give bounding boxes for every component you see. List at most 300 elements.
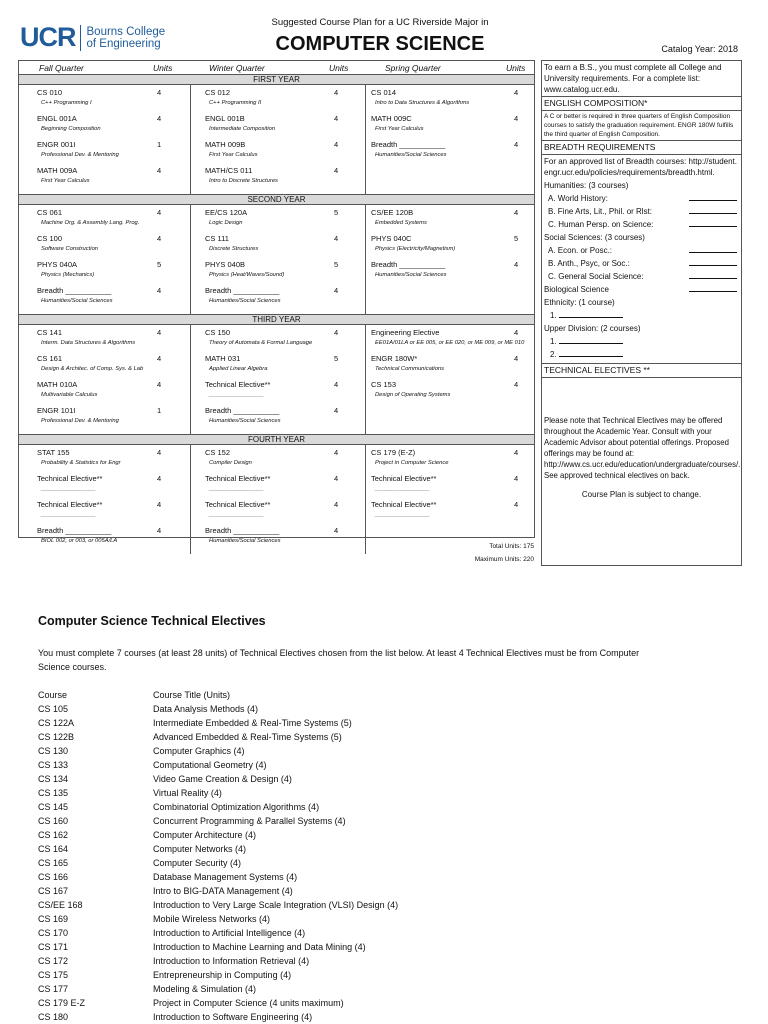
- course-units: 5: [334, 260, 339, 269]
- hum-a-label: A. World History:: [548, 194, 608, 203]
- elective-row: [38, 800, 398, 814]
- elective-course-title: Computer Graphics (4): [153, 746, 245, 756]
- course-units: 4: [334, 166, 339, 175]
- elective-course-code: CS 166: [38, 872, 69, 882]
- tech-electives-note: Please note that Technical Electives may be offered throughout the Academic Year. Consult with your Academic Advisor about potential offerings. Proposed offerings may be found at: http://www.cs.ucr.edu/education/undergraduate/courses/. See approved technical electives on back.: [544, 416, 741, 480]
- elective-course-code: CS 105: [38, 704, 69, 714]
- ethnicity-1: [542, 309, 741, 322]
- course-code: PHYS 040A: [37, 260, 78, 269]
- elective-course-title: Mobile Wireless Networks (4): [153, 914, 271, 924]
- course-code: CS 012: [205, 88, 231, 97]
- course-description: Intro to Discrete Structures: [209, 178, 278, 184]
- course-description: Technical Communications: [375, 366, 445, 372]
- course-entry: [19, 233, 190, 259]
- course-code: Breadth ___________: [205, 286, 280, 295]
- elective-course-title: Intro to BIG-DATA Management (4): [153, 886, 293, 896]
- course-entry: [19, 327, 190, 353]
- course-code: MATH 009C: [371, 114, 412, 123]
- course-units: 4: [157, 88, 162, 97]
- course-units: 4: [157, 286, 162, 295]
- elective-course-code: CS 160: [38, 816, 69, 826]
- col-fall: Fall Quarter: [39, 63, 84, 73]
- logo-divider: [80, 25, 81, 51]
- course-description: Intermediate Composition: [209, 126, 276, 132]
- elective-course-title: Introduction to Software Engineering (4): [153, 1012, 313, 1022]
- course-units: 4: [157, 448, 162, 457]
- bio-label: Biological Science: [544, 285, 609, 294]
- elective-course-title: Computer Networks (4): [153, 844, 247, 854]
- humanities-label: Humanities: (3 courses): [544, 181, 629, 190]
- course-units: 4: [334, 328, 339, 337]
- course-units: 4: [514, 500, 519, 509]
- course-description: Applied Linear Algebra: [209, 366, 268, 372]
- winter-quarter-column: [191, 205, 366, 314]
- elective-row: [38, 996, 398, 1010]
- course-entry: [19, 353, 190, 379]
- elective-course-title: Computational Geometry (4): [153, 760, 267, 770]
- requirements-sidebar: [541, 60, 742, 566]
- course-description: _________________: [209, 486, 264, 492]
- course-description: Intro to Data Structures & Algorithms: [375, 100, 470, 106]
- soc-a-label: A. Econ. or Posc.:: [548, 246, 613, 255]
- blank-line: [689, 205, 737, 214]
- plan-header-row: [19, 61, 534, 74]
- course-description: _________________: [375, 512, 430, 518]
- page-title: COMPUTER SCIENCE: [275, 33, 485, 55]
- winter-quarter-column: [191, 325, 366, 434]
- course-description: Interm. Data Structures & Algorithms: [41, 340, 136, 346]
- year-label: SECOND YEAR: [19, 194, 534, 205]
- course-code: Technical Elective**: [205, 500, 271, 509]
- course-code: Breadth ___________: [37, 286, 112, 295]
- course-code: CS 014: [371, 88, 397, 97]
- elective-row: [38, 730, 398, 744]
- course-units: 4: [334, 448, 339, 457]
- elective-row: [38, 982, 398, 996]
- year-grid: [19, 205, 534, 314]
- course-code: CS 179 (E-Z): [371, 448, 416, 457]
- elective-row: [38, 772, 398, 786]
- year-label: FOURTH YEAR: [19, 434, 534, 445]
- english-heading: ENGLISH COMPOSITION*: [542, 96, 741, 111]
- course-entry: [366, 259, 536, 285]
- course-code: MATH 031: [205, 354, 241, 363]
- course-code: Breadth ___________: [371, 260, 446, 269]
- course-units: 4: [514, 448, 519, 457]
- course-entry: [366, 379, 536, 405]
- spring-quarter-column: [366, 85, 536, 194]
- blank-line: [559, 309, 623, 318]
- course-description: Physics (Mechanics): [41, 272, 95, 278]
- course-code: PHYS 040B: [205, 260, 246, 269]
- course-description: _________________: [209, 512, 264, 518]
- elective-course-title: Concurrent Programming & Parallel Systems (4): [153, 816, 346, 826]
- humanities-a: [542, 192, 741, 205]
- course-entry: [366, 113, 536, 139]
- blank-line: [689, 283, 737, 292]
- elective-course-title: Introduction to Machine Learning and Data Mining (4): [153, 942, 366, 952]
- course-description: Humanities/Social Sciences: [209, 538, 281, 544]
- course-units: 4: [157, 380, 162, 389]
- course-description: _________________: [41, 486, 96, 492]
- course-code: ENGR 101I: [37, 406, 76, 415]
- fall-quarter-column: [19, 205, 191, 314]
- breadth-text: For an approved list of Breadth courses: http://student.engr.ucr.edu/policies/requirements/breadth.html.: [544, 157, 737, 177]
- elective-course-title: Intermediate Embedded & Real-Time Systems (5): [153, 718, 352, 728]
- course-units: 4: [157, 114, 162, 123]
- course-units: 5: [514, 234, 519, 243]
- course-code: CS 010: [37, 88, 63, 97]
- elective-row: [38, 968, 398, 982]
- tech-electives-heading: TECHNICAL ELECTIVES **: [542, 363, 741, 378]
- elective-course-title: Introduction to Very Large Scale Integration (VLSI) Design (4): [153, 900, 399, 910]
- eth-1-num: 1.: [550, 311, 557, 320]
- course-column-header: Course: [38, 690, 68, 700]
- course-entry: [191, 379, 365, 405]
- year-sections: [19, 74, 534, 554]
- elective-row: [38, 1010, 398, 1024]
- col-fall-units: Units: [153, 63, 173, 73]
- fall-quarter-column: [19, 85, 191, 194]
- elective-course-title: Modeling & Simulation (4): [153, 984, 257, 994]
- elective-course-title: Introduction to Information Retrieval (4): [153, 956, 310, 966]
- elective-row: [38, 758, 398, 772]
- course-code: Technical Elective**: [205, 380, 271, 389]
- course-code: CS 161: [37, 354, 63, 363]
- hum-b-label: B. Fine Arts, Lit., Phil. or Rlst:: [548, 207, 653, 216]
- course-code: Breadth ___________: [37, 526, 112, 535]
- elective-row: [38, 856, 398, 870]
- spring-quarter-column: [366, 325, 536, 434]
- course-description: _________________: [209, 392, 264, 398]
- course-entry: [191, 87, 365, 113]
- course-entry: [19, 207, 190, 233]
- course-description: Humanities/Social Sciences: [375, 272, 447, 278]
- course-code: Breadth ___________: [371, 140, 446, 149]
- course-entry: [19, 139, 190, 165]
- col-spring-units: Units: [506, 63, 526, 73]
- elective-course-code: CS 177: [38, 984, 69, 994]
- suggested-heading: Suggested Course Plan for a UC Riverside Major in: [271, 17, 489, 28]
- course-units: 4: [514, 474, 519, 483]
- year-label: THIRD YEAR: [19, 314, 534, 325]
- spring-quarter-column: [366, 205, 536, 314]
- social-c: [542, 270, 741, 283]
- elective-row: [38, 842, 398, 856]
- course-entry: [191, 285, 365, 311]
- course-code: Technical Elective**: [371, 474, 437, 483]
- course-entry: [366, 353, 536, 379]
- course-units: 4: [514, 88, 519, 97]
- course-entry: [191, 447, 365, 473]
- course-units: 4: [157, 500, 162, 509]
- elective-course-title: Computer Architecture (4): [153, 830, 257, 840]
- course-description: C++ Programming I: [41, 100, 92, 106]
- course-entry: [191, 525, 365, 551]
- up-1-num: 1.: [550, 337, 557, 346]
- upper-division-label: Upper Division: (2 courses): [544, 324, 641, 333]
- college-line-2: of Engineering: [86, 37, 161, 50]
- course-description: Multivariable Calculus: [41, 392, 98, 398]
- elective-row: [38, 814, 398, 828]
- course-entry: [19, 285, 190, 311]
- course-entry: [366, 473, 536, 499]
- course-units: 4: [514, 354, 519, 363]
- course-code: STAT 155: [37, 448, 70, 457]
- course-entry: [191, 165, 365, 191]
- year-grid: [19, 445, 534, 554]
- course-units: 5: [334, 208, 339, 217]
- elective-course-code: CS 180: [38, 1012, 69, 1022]
- course-description: Probability & Statistics for Engr: [41, 460, 121, 466]
- course-units: 4: [157, 328, 162, 337]
- elective-row: [38, 898, 398, 912]
- course-description: Humanities/Social Sciences: [209, 298, 281, 304]
- col-winter-units: Units: [329, 63, 349, 73]
- course-units: 4: [334, 474, 339, 483]
- elective-course-code: CS 169: [38, 914, 69, 924]
- elective-course-title: Database Management Systems (4): [153, 872, 298, 882]
- course-description: Discrete Structures: [209, 246, 259, 252]
- course-units: 4: [514, 208, 519, 217]
- course-units: 4: [334, 286, 339, 295]
- course-description: Embedded Systems: [375, 220, 427, 226]
- course-description: Humanities/Social Sciences: [375, 152, 447, 158]
- course-units: 4: [514, 114, 519, 123]
- course-entry: [191, 207, 365, 233]
- course-units: 5: [157, 260, 162, 269]
- course-description: Logic Design: [209, 220, 243, 226]
- elective-course-code: CS 133: [38, 760, 69, 770]
- catalog-year: Catalog Year: 2018: [661, 44, 738, 54]
- course-entry: [366, 207, 536, 233]
- course-code: CS 111: [205, 234, 229, 243]
- course-entry: [19, 473, 190, 499]
- course-code: Breadth ___________: [205, 526, 280, 535]
- blank-line: [689, 270, 737, 279]
- course-entry: [19, 113, 190, 139]
- blank-line: [559, 348, 623, 357]
- course-entry: [366, 87, 536, 113]
- course-entry: [366, 447, 536, 473]
- electives-intro: You must complete 7 courses (at least 28 units) of Technical Electives chosen from the list below. At least 4 Technical Electives must be from Computer Science courses.: [38, 648, 640, 672]
- course-entry: [19, 525, 190, 551]
- unit-totals: [475, 540, 534, 566]
- course-entry: [191, 353, 365, 379]
- elective-row: [38, 912, 398, 926]
- course-description: Professional Dev. & Mentoring: [41, 152, 119, 158]
- elective-rows: [38, 702, 398, 1024]
- elective-course-code: CS 135: [38, 788, 69, 798]
- col-spring: Spring Quarter: [385, 63, 441, 73]
- english-text: A C or better is required in three quarters of English Composition courses to satisfy the graduation requirement. ENGR 180W fulfills the third quarter of English Composition.: [544, 113, 734, 138]
- col-winter: Winter Quarter: [209, 63, 265, 73]
- electives-list: [38, 688, 398, 1024]
- elective-course-code: CS 134: [38, 774, 69, 784]
- course-code: MATH 009B: [205, 140, 246, 149]
- course-entry: [19, 499, 190, 525]
- course-units: 4: [157, 166, 162, 175]
- course-description: Humanities/Social Sciences: [41, 298, 113, 304]
- ucr-logo: [20, 22, 165, 53]
- elective-course-code: CS 122A: [38, 718, 75, 728]
- course-units: 4: [334, 234, 339, 243]
- elective-course-code: CS 167: [38, 886, 69, 896]
- course-units: 4: [514, 380, 519, 389]
- sidebar-intro: To earn a B.S., you must complete all College and University requirements. For a complete list: www.catalog.ucr.edu.: [544, 63, 722, 94]
- elective-course-code: CS 179 E-Z: [38, 998, 86, 1008]
- course-code: CS 100: [37, 234, 63, 243]
- max-units: Maximum Units: 220: [474, 556, 534, 563]
- logo-text: UCR: [20, 22, 76, 52]
- elective-row: [38, 786, 398, 800]
- social-a: [542, 244, 741, 257]
- course-units: 4: [157, 354, 162, 363]
- course-entry: [19, 447, 190, 473]
- course-description: First Year Calculus: [209, 152, 258, 158]
- college-name: [87, 26, 166, 50]
- electives-title: Computer Science Technical Electives: [38, 614, 266, 628]
- course-units: 4: [334, 526, 339, 535]
- course-entry: [191, 405, 365, 431]
- elective-course-code: CS 171: [38, 942, 69, 952]
- biological-science: [542, 283, 741, 296]
- course-code: Engineering Elective: [371, 328, 440, 337]
- blank-line: [689, 218, 737, 227]
- course-code: ENGR 001I: [37, 140, 76, 149]
- course-code: Technical Elective**: [37, 500, 103, 509]
- fall-quarter-column: [19, 325, 191, 434]
- course-code: CS 141: [37, 328, 63, 337]
- elective-course-title: Computer Security (4): [153, 858, 242, 868]
- course-entry: [191, 327, 365, 353]
- elective-row: [38, 940, 398, 954]
- course-entry: [191, 259, 365, 285]
- elective-course-title: Project in Computer Science (4 units maximum): [153, 998, 344, 1008]
- course-description: Beginning Composition: [41, 126, 101, 132]
- elective-course-code: CS 164: [38, 844, 69, 854]
- course-units: 4: [334, 88, 339, 97]
- course-entry: [366, 233, 536, 259]
- course-entry: [366, 499, 536, 525]
- soc-b-label: B. Anth., Psyc, or Soc.:: [548, 259, 630, 268]
- course-description: Design of Operating Systems: [375, 392, 451, 398]
- spring-quarter-column: [366, 445, 536, 554]
- elective-course-title: Combinatorial Optimization Algorithms (4): [153, 802, 320, 812]
- soc-c-label: C. General Social Science:: [548, 272, 644, 281]
- course-description: BIOL 002, or 003, or 005A/LA: [41, 538, 118, 544]
- course-description: Software Construction: [41, 246, 99, 252]
- elective-course-code: CS 145: [38, 802, 69, 812]
- elective-course-code: CS 122B: [38, 732, 75, 742]
- title-column-header: Course Title (Units): [153, 690, 231, 700]
- elective-course-code: CS 130: [38, 746, 69, 756]
- course-description: _________________: [41, 512, 96, 518]
- upper-2: [542, 348, 741, 361]
- course-units: 4: [514, 260, 519, 269]
- elective-row: [38, 744, 398, 758]
- hum-c-label: C. Human Persp. on Science:: [548, 220, 654, 229]
- winter-quarter-column: [191, 445, 366, 554]
- elective-row: [38, 828, 398, 842]
- social-label: Social Sciences: (3 courses): [544, 233, 645, 242]
- elective-course-code: CS 172: [38, 956, 69, 966]
- course-description: Compiler Design: [209, 460, 252, 466]
- course-code: CS/EE 120B: [371, 208, 414, 217]
- course-description: Professional Dev. & Mentoring: [41, 418, 119, 424]
- course-code: Technical Elective**: [205, 474, 271, 483]
- course-entry: [191, 233, 365, 259]
- upper-1: [542, 335, 741, 348]
- elective-row: [38, 954, 398, 968]
- course-code: ENGR 180W*: [371, 354, 418, 363]
- course-code: CS 153: [371, 380, 397, 389]
- blank-line: [689, 192, 737, 201]
- social-b: [542, 257, 741, 270]
- blank-line: [559, 335, 623, 344]
- course-code: MATH 010A: [37, 380, 78, 389]
- course-code: ENGL 001A: [37, 114, 77, 123]
- year-grid: [19, 325, 534, 434]
- course-code: Technical Elective**: [37, 474, 103, 483]
- humanities-b: [542, 205, 741, 218]
- course-entry: [19, 405, 190, 431]
- course-units: 1: [157, 406, 162, 415]
- course-description: _________________: [375, 486, 430, 492]
- course-units: 4: [514, 140, 519, 149]
- course-entry: [366, 139, 536, 165]
- elective-course-code: CS 175: [38, 970, 69, 980]
- course-entry: [191, 499, 365, 525]
- college-line-1: Bourns College: [86, 25, 166, 38]
- subject-to-change: Course Plan is subject to change.: [581, 490, 702, 499]
- course-code: CS 150: [205, 328, 231, 337]
- course-entry: [191, 473, 365, 499]
- course-description: Humanities/Social Sciences: [209, 418, 281, 424]
- course-plan-table: [18, 60, 535, 544]
- course-description: First Year Calculus: [375, 126, 424, 132]
- course-entry: [19, 165, 190, 191]
- course-description: Project in Computer Science: [375, 460, 449, 466]
- course-units: 1: [157, 140, 162, 149]
- course-code: ENGL 001B: [205, 114, 245, 123]
- course-units: 4: [157, 474, 162, 483]
- course-description: Design & Architec. of Comp. Sys. & Lab: [41, 366, 144, 372]
- year-label: FIRST YEAR: [19, 74, 534, 85]
- elective-row: [38, 884, 398, 898]
- course-units: 4: [157, 526, 162, 535]
- course-description: Physics (Electricity/Magnetism): [375, 246, 456, 252]
- course-code: MATH 009A: [37, 166, 78, 175]
- course-units: 4: [157, 208, 162, 217]
- elective-course-code: CS 170: [38, 928, 69, 938]
- humanities-c: [542, 218, 741, 231]
- course-units: 4: [157, 234, 162, 243]
- elective-course-title: Entrepreneurship in Computing (4): [153, 970, 292, 980]
- course-description: C++ Programming II: [209, 100, 262, 106]
- course-description: Physics (Heat/Waves/Sound): [209, 272, 285, 278]
- winter-quarter-column: [191, 85, 366, 194]
- course-entry: [19, 259, 190, 285]
- blank-line: [689, 244, 737, 253]
- elective-course-title: Video Game Creation & Design (4): [153, 774, 292, 784]
- course-units: 5: [334, 354, 339, 363]
- course-units: 4: [334, 380, 339, 389]
- ethnicity-label: Ethnicity: (1 course): [544, 298, 615, 307]
- total-units: Total Units: 175: [489, 543, 534, 550]
- course-code: Technical Elective**: [371, 500, 437, 509]
- course-code: EE/CS 120A: [205, 208, 248, 217]
